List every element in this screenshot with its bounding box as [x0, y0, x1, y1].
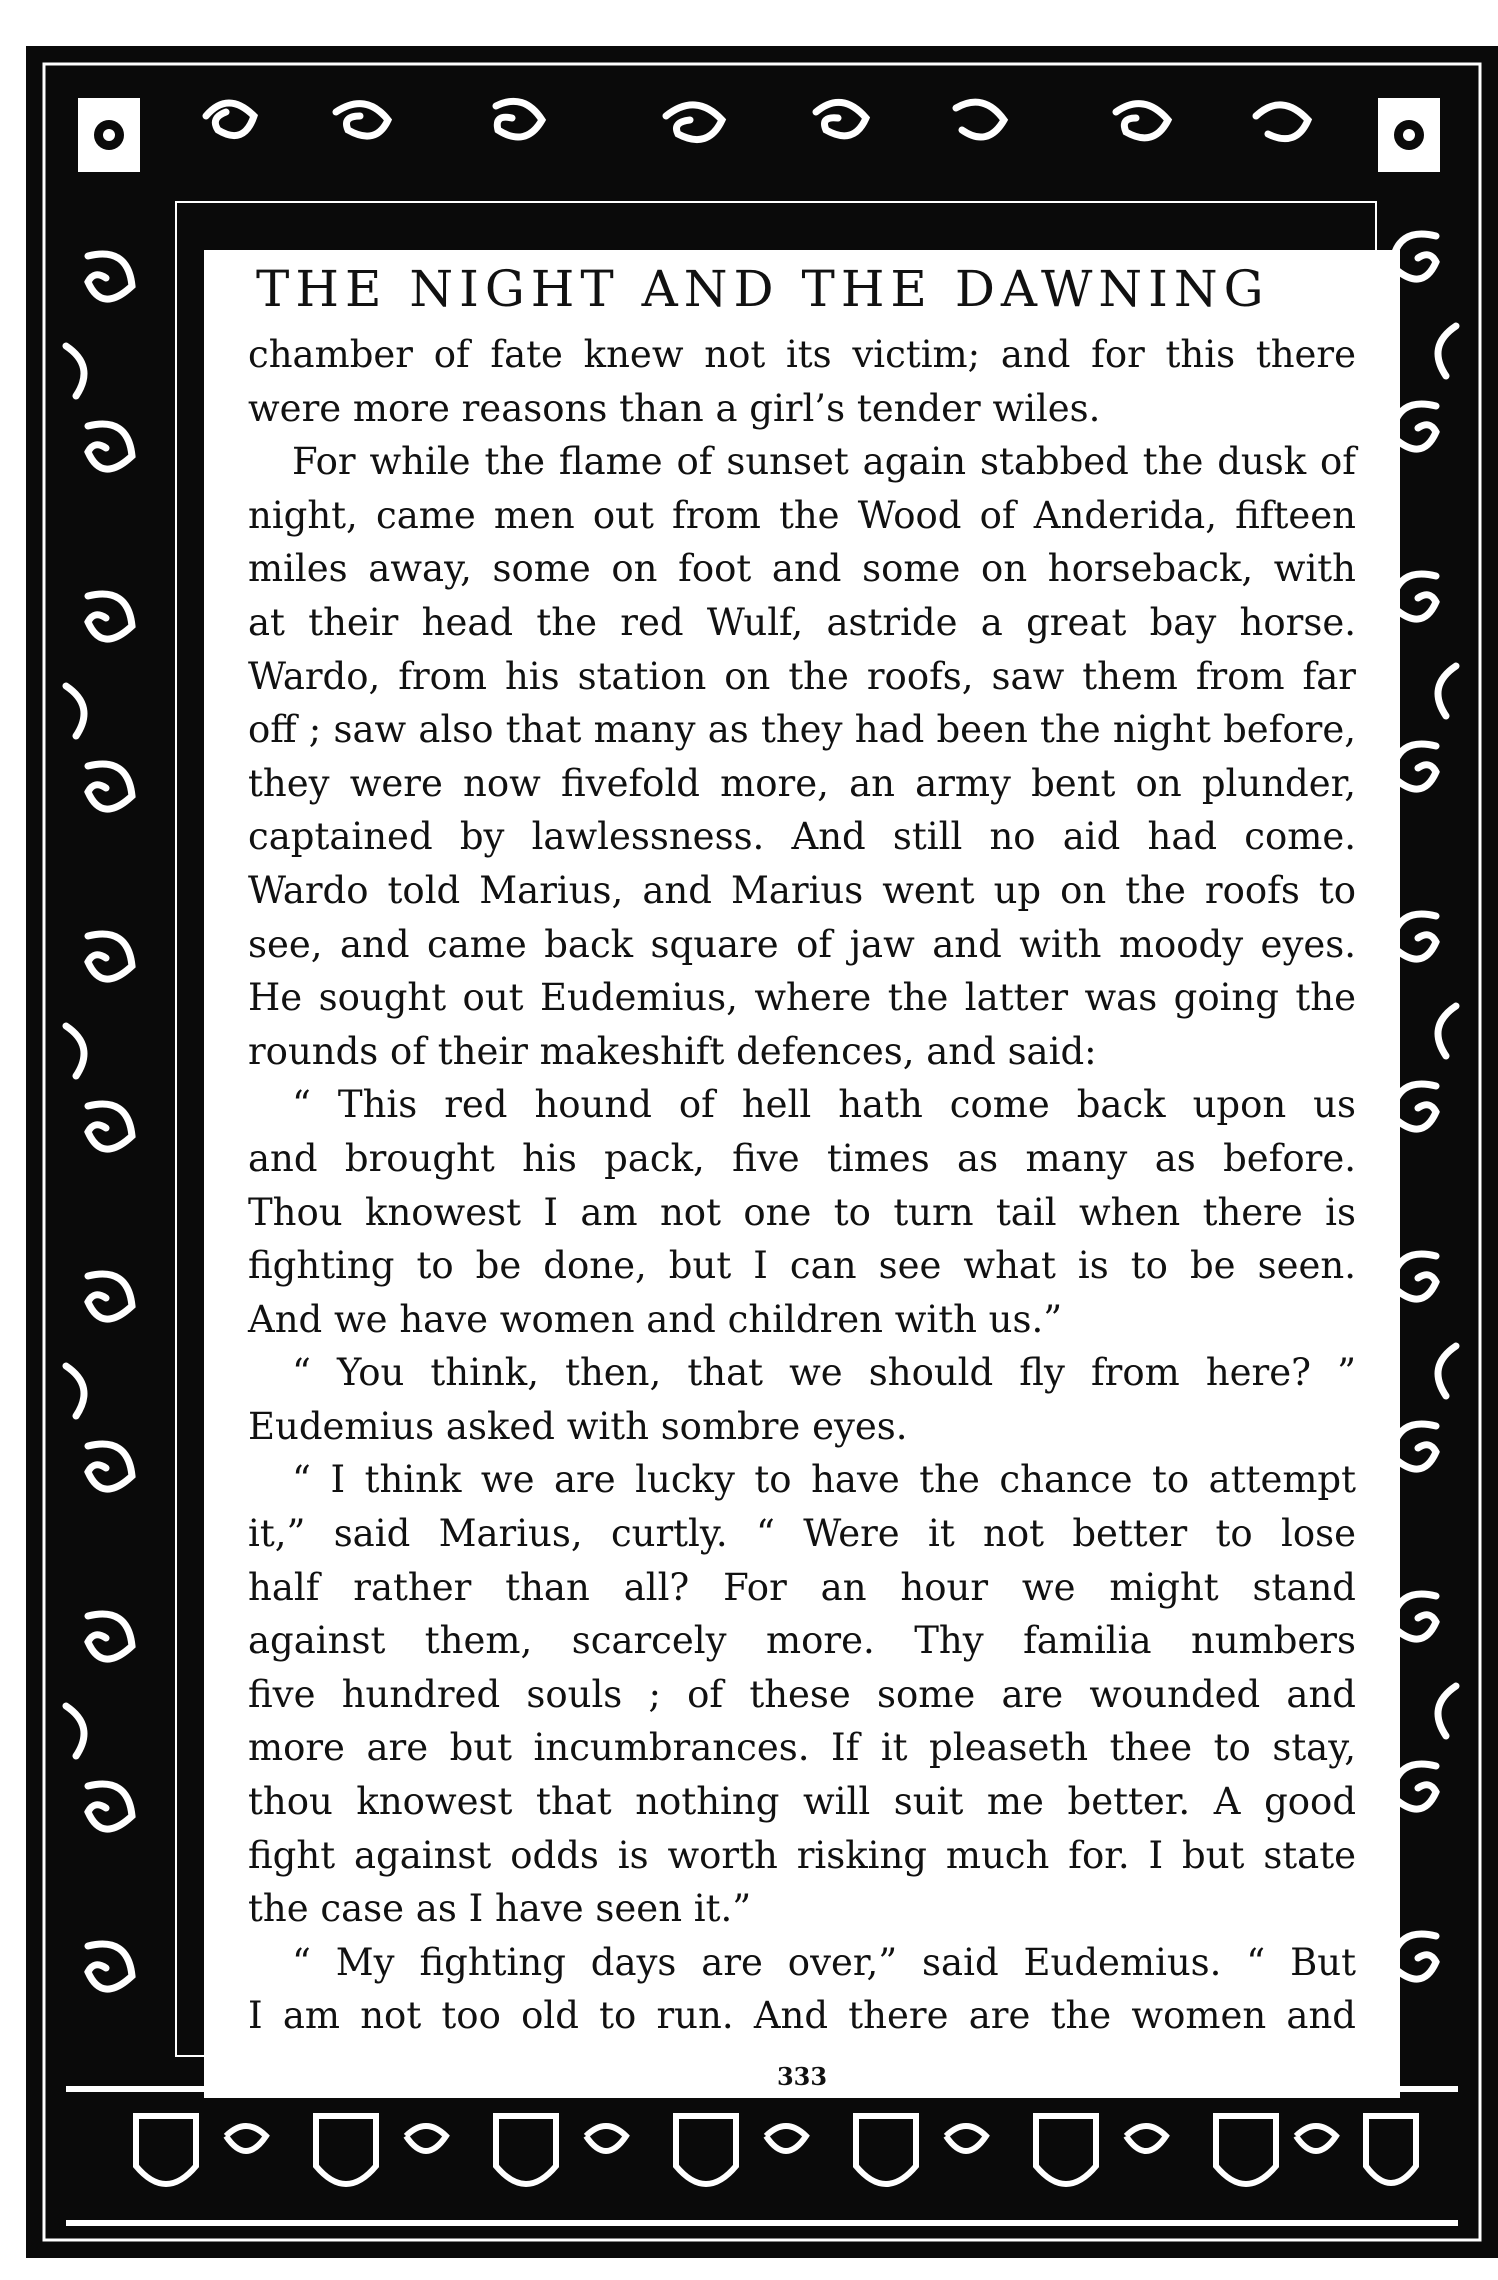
text-line: Thou knowest I am not one to turn tail when there is: [248, 1190, 1356, 1234]
text-line: at their head the red Wulf, astride a great bay horse.: [248, 600, 1356, 644]
text-line: off ; saw also that many as they had been the night before,: [248, 708, 1356, 752]
text-line: chamber of fate knew not its victim; and for this there: [248, 333, 1356, 376]
text-line: rounds of their makeshift defences, and said:: [248, 1029, 1097, 1073]
text-line: He sought out Eudemius, where the latter was going the: [248, 976, 1356, 1020]
text-line: half rather than all? For an hour we might stand: [248, 1565, 1356, 1609]
text-line: Wardo, from his station on the roofs, saw them from far: [248, 654, 1356, 698]
text-line: And we have women and children with us.”: [248, 1297, 1063, 1341]
text-line: miles away, some on foot and some on horseback, with: [248, 547, 1356, 591]
body-text: [248, 328, 1356, 2043]
text-line: it,” said Marius, curtly. “ Were it not better to lose: [248, 1512, 1356, 1556]
text-line: five hundred souls ; of these some are wounded and: [248, 1672, 1356, 1716]
text-line: “ My fighting days are over,” said Eudemius. “ But: [292, 1940, 1356, 1984]
text-line: see, and came back square of jaw and with moody eyes.: [248, 922, 1356, 966]
text-line: the case as I have seen it.”: [248, 1887, 752, 1931]
text-line: against them, scarcely more. Thy familia numbers: [248, 1619, 1356, 1663]
ornamental-border: [26, 46, 1498, 2258]
page-number: 333: [776, 2062, 828, 2091]
text-line: thou knowest that nothing will suit me better. A good: [248, 1780, 1356, 1824]
text-line: captained by lawlessness. And still no aid had come.: [248, 815, 1356, 859]
text-line: “ You think, then, that we should fly from here? ”: [292, 1351, 1356, 1395]
text-line: and brought his pack, five times as many as before.: [248, 1136, 1356, 1180]
text-line: were more reasons than a girl’s tender wiles.: [248, 386, 1101, 430]
text-line: night, came men out from the Wood of Anderida, fifteen: [248, 493, 1356, 537]
text-line: fight against odds is worth risking much for. I but state: [248, 1833, 1356, 1877]
text-line: For while the flame of sunset again stabbed the dusk of: [292, 440, 1356, 484]
text-line: more are but incumbrances. If it pleaseth thee to stay,: [248, 1726, 1356, 1770]
text-line: Eudemius asked with sombre eyes.: [248, 1404, 908, 1448]
text-line: fighting to be done, but I can see what is to be seen.: [248, 1244, 1356, 1288]
text-line: “ I think we are lucky to have the chance to attempt: [292, 1458, 1356, 1502]
text-line: they were now fivefold more, an army bent on plunder,: [248, 761, 1356, 805]
text-line: Wardo told Marius, and Marius went up on the roofs to: [248, 868, 1356, 912]
text-line: “ This red hound of hell hath come back upon us: [292, 1083, 1356, 1127]
text-panel: [204, 250, 1400, 2098]
text-line: I am not too old to run. And there are the women and: [248, 1994, 1356, 2038]
running-header: THE NIGHT AND THE DAWNING: [256, 260, 1270, 318]
